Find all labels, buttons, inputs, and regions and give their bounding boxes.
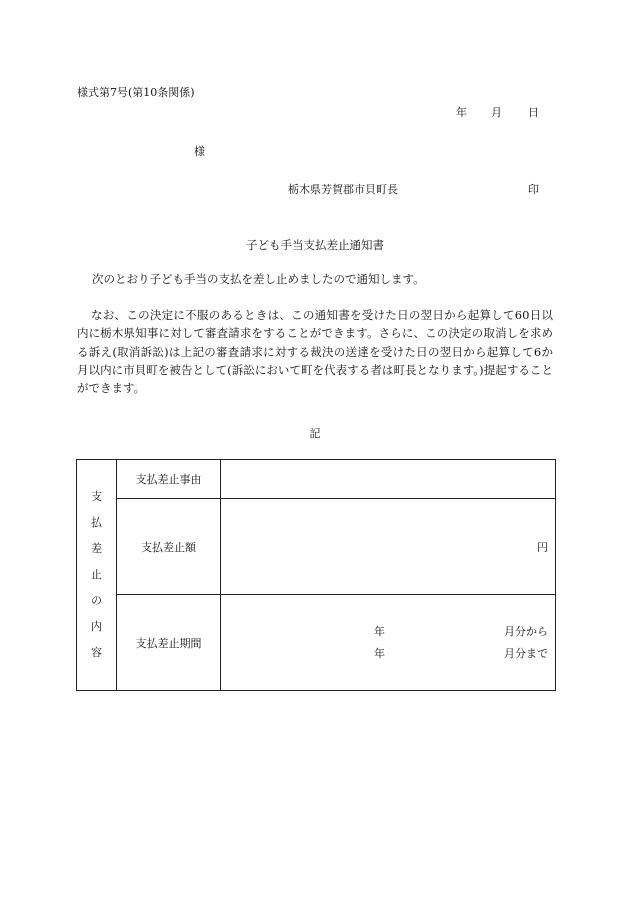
- period-label: 支払差止期間: [135, 636, 202, 650]
- date-month-label: 月: [491, 106, 502, 119]
- seal-mark: 印: [528, 183, 539, 196]
- table-row: [77, 595, 556, 691]
- document-title: 子ども手当支払差止通知書: [246, 238, 384, 252]
- ki-heading: 記: [309, 427, 321, 440]
- yen-unit: 円: [537, 540, 548, 554]
- period-from-line: [221, 623, 548, 639]
- period-from-month: 月分から: [504, 625, 548, 638]
- amount-label: 支払差止額: [141, 540, 196, 554]
- reason-label-cell: [117, 460, 221, 499]
- date-year-label: 年: [456, 106, 467, 119]
- reason-value-cell: [221, 460, 556, 499]
- details-table: [76, 459, 556, 691]
- period-to-month: 月分まで: [504, 647, 548, 660]
- addressee-suffix: 様: [194, 145, 205, 158]
- side-header-cell: [77, 460, 117, 691]
- appeal-notice-paragraph: なお、この決定に不服のあるときは、この通知書を受けた日の翌日から起算して60日以内に栃木県知事に対して審査請求をすることができます。さらに、この決定の取消しを求める訴え(取消訴訟)は上記の審査請求に対する裁決の送達を受けた日の翌日から起算して6か月以内に市貝町を被告として(訴訟において町を代表する者は町長となります。)提起することができます。: [77, 308, 553, 396]
- reason-label: 支払差止事由: [135, 473, 202, 486]
- intro-paragraph: 次のとおり子ども手当の支払を差し止めましたので通知します。: [92, 272, 425, 286]
- date-day-label: 日: [528, 106, 539, 119]
- period-to-year: 年: [374, 647, 385, 660]
- amount-label-cell: [117, 499, 221, 595]
- form-number-label: 様式第7号(第10条関係): [77, 86, 195, 99]
- issuer-name: 栃木県芳賀郡市貝町長: [288, 183, 398, 196]
- table-row: [77, 499, 556, 595]
- amount-value-cell: [221, 499, 556, 595]
- period-from-year: 年: [374, 625, 385, 638]
- period-label-cell: [117, 595, 221, 691]
- table-row: [77, 460, 556, 499]
- period-value-cell: [221, 595, 556, 691]
- side-header-label: 支払差止の内容: [91, 490, 102, 659]
- period-to-line: [221, 645, 548, 661]
